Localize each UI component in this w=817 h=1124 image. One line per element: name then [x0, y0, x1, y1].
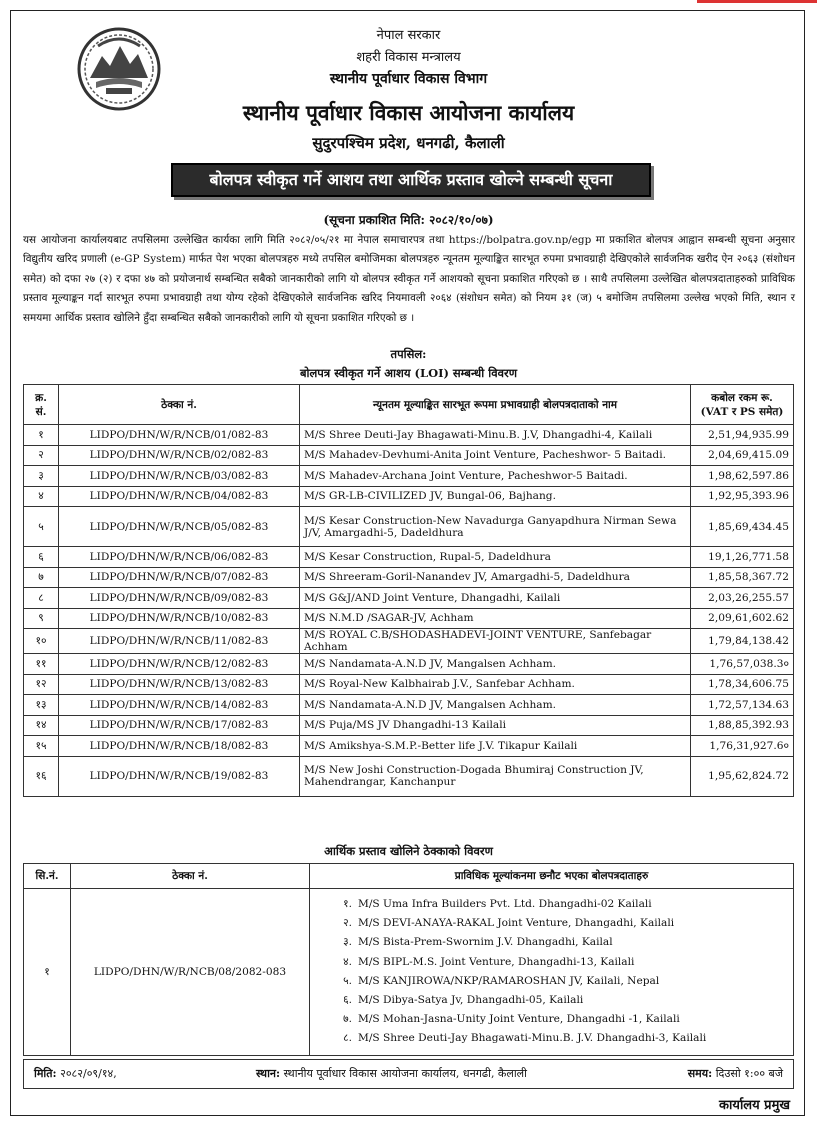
loi-cell-amount: 1,76,31,927.6०	[691, 736, 794, 757]
loi-cell-sn: १२	[24, 674, 59, 695]
loi-cell-contract: LIDPO/DHN/W/R/NCB/13/082-83	[59, 674, 300, 695]
loi-cell-bidder: M/S New Joshi Construction-Dogada Bhumiraj Construction JV, Mahendrangar, Kanchanpur	[300, 756, 691, 796]
loi-cell-amount: 2,51,94,935.99	[691, 425, 794, 446]
fin-header-bidders: प्राविधिक मूल्यांकनमा छनौट भएका बोलपत्रदाताहरु	[310, 864, 794, 889]
list-item	[328, 1010, 789, 1029]
footer-date-value: २०८२/०९/१४,	[60, 1067, 117, 1080]
table-row	[24, 736, 794, 757]
footer-place-value: स्थानीय पूर्वाधार विकास आयोजना कार्यालय, धनगढी, कैलाली	[283, 1067, 527, 1080]
notice-title-banner: बोलपत्र स्वीकृत गर्ने आशय तथा आर्थिक प्रस्ताव खोल्ने सम्बन्धी सूचना	[171, 163, 651, 197]
loi-cell-bidder: M/S ROYAL C.B/SHODASHADEVI-JOINT VENTURE, Sanfebagar Achham	[300, 629, 691, 654]
loi-cell-amount: 1,78,34,606.75	[691, 674, 794, 695]
bidder-name: M/S Dibya-Satya Jv, Dhangadhi-05, Kailali	[358, 994, 584, 1007]
footer-place	[256, 1060, 527, 1088]
list-item	[328, 914, 789, 933]
signature-office-chief: कार्यालय प्रमुख	[719, 1098, 790, 1113]
loi-cell-contract: LIDPO/DHN/W/R/NCB/01/082-83	[59, 425, 300, 446]
bidder-number: ७.	[343, 1013, 352, 1026]
loi-table-title: बोलपत्र स्वीकृत गर्ने आशय (LOI) सम्बन्धी विवरण	[299, 366, 518, 380]
loi-cell-amount: 1,79,84,138.42	[691, 629, 794, 654]
bidder-name: M/S Mohan-Jasna-Unity Joint Venture, Dhangadhi -1, Kailali	[358, 1013, 680, 1026]
loi-table-body	[24, 425, 794, 797]
bidder-number: ६.	[343, 994, 352, 1007]
footer-time-value: दिउसो १:०० बजे	[715, 1067, 783, 1080]
header-department: स्थानीय पूर्वाधार विकास विभाग	[329, 71, 488, 87]
bidder-number: ५.	[343, 974, 352, 987]
tapsil-heading: तपसिल:	[390, 347, 427, 361]
table-row	[24, 445, 794, 466]
list-item	[328, 1029, 789, 1048]
bidder-number: ८.	[343, 1032, 352, 1045]
table-row	[24, 486, 794, 507]
loi-cell-sn: ४	[24, 486, 59, 507]
loi-cell-bidder: M/S Kesar Construction, Rupal-5, Dadeldhura	[300, 547, 691, 568]
loi-cell-sn: १५	[24, 736, 59, 757]
list-item	[328, 933, 789, 952]
loi-cell-amount: 1,85,69,434.45	[691, 507, 794, 547]
loi-table	[23, 384, 794, 797]
loi-cell-contract: LIDPO/DHN/W/R/NCB/02/082-83	[59, 445, 300, 466]
table-row	[24, 889, 794, 1056]
footer-date	[34, 1060, 117, 1088]
table-row	[24, 547, 794, 568]
loi-cell-bidder: M/S Mahadev-Archana Joint Venture, Pacheshwor-5 Baitadi.	[300, 466, 691, 487]
table-row	[24, 654, 794, 675]
fin-cell-bidders	[310, 889, 794, 1056]
loi-cell-amount: 1,98,62,597.86	[691, 466, 794, 487]
loi-cell-bidder: M/S Puja/MS JV Dhangadhi-13 Kailali	[300, 715, 691, 736]
table-row	[24, 756, 794, 796]
table-row	[24, 715, 794, 736]
table-row	[24, 425, 794, 446]
loi-cell-sn: ७	[24, 567, 59, 588]
table-row	[24, 466, 794, 487]
loi-header-amount	[691, 385, 794, 425]
fin-header-sn: सि.नं.	[24, 864, 71, 889]
loi-header-contract: ठेक्का नं.	[59, 385, 300, 425]
loi-cell-bidder: M/S Amikshya-S.M.P.-Better life J.V. Tikapur Kailali	[300, 736, 691, 757]
loi-cell-sn: ९	[24, 608, 59, 629]
loi-cell-sn: ६	[24, 547, 59, 568]
loi-cell-contract: LIDPO/DHN/W/R/NCB/12/082-83	[59, 654, 300, 675]
loi-cell-contract: LIDPO/DHN/W/R/NCB/18/082-83	[59, 736, 300, 757]
table-row	[24, 507, 794, 547]
table-row	[24, 588, 794, 609]
header-government: नेपाल सरकार	[376, 28, 441, 43]
loi-cell-contract: LIDPO/DHN/W/R/NCB/05/082-83	[59, 507, 300, 547]
loi-header-sn	[24, 385, 59, 425]
loi-cell-bidder: M/S Royal-New Kalbhairab J.V., Sanfebar Achham.	[300, 674, 691, 695]
loi-cell-contract: LIDPO/DHN/W/R/NCB/17/082-83	[59, 715, 300, 736]
footer-bar	[23, 1059, 794, 1089]
financial-table-title: आर्थिक प्रस्ताव खोलिने ठेक्काको विवरण	[324, 844, 493, 858]
loi-cell-sn: १	[24, 425, 59, 446]
loi-header-sn-line2: सं.	[35, 405, 47, 418]
loi-cell-amount: 2,04,69,415.09	[691, 445, 794, 466]
loi-cell-bidder: M/S Nandamata-A.N.D JV, Mangalsen Achham.	[300, 695, 691, 716]
loi-cell-bidder: M/S Shree Deuti-Jay Bhagawati-Minu.B. J.V, Dhangadhi-4, Kailali	[300, 425, 691, 446]
list-item	[328, 972, 789, 991]
loi-header-amount-line2: (VAT र PS समेत)	[700, 405, 784, 418]
list-item	[328, 953, 789, 972]
loi-cell-contract: LIDPO/DHN/W/R/NCB/04/082-83	[59, 486, 300, 507]
loi-cell-contract: LIDPO/DHN/W/R/NCB/10/082-83	[59, 608, 300, 629]
list-item	[328, 895, 789, 914]
loi-cell-sn: १०	[24, 629, 59, 654]
loi-cell-bidder: M/S Shreeram-Goril-Nanandev JV, Amargadhi-5, Dadeldhura	[300, 567, 691, 588]
footer-time-label: समय:	[687, 1067, 713, 1080]
loi-cell-contract: LIDPO/DHN/W/R/NCB/19/082-83	[59, 756, 300, 796]
loi-cell-sn: १३	[24, 695, 59, 716]
header-ministry: शहरी विकास मन्त्रालय	[356, 50, 461, 65]
bidder-name: M/S BIPL-M.S. Joint Venture, Dhangadhi-13, Kailali	[358, 955, 635, 968]
loi-cell-bidder: M/S N.M.D /SAGAR-JV, Achham	[300, 608, 691, 629]
loi-header-bidder: न्यूनतम मूल्याङ्कित सारभूत रूपमा प्रभावग्राही बोलपत्रदाताको नाम	[300, 385, 691, 425]
top-red-mark	[697, 0, 817, 3]
footer-place-label: स्थान:	[256, 1067, 281, 1080]
table-row	[24, 608, 794, 629]
table-row	[24, 567, 794, 588]
header-address: सुदुरपश्चिम प्रदेश, धनगढी, कैलाली	[312, 134, 505, 152]
loi-header-sn-line1: क्र.	[35, 391, 47, 404]
loi-cell-sn: ८	[24, 588, 59, 609]
loi-cell-amount: 1,88,85,392.93	[691, 715, 794, 736]
loi-cell-amount: 1,85,58,367.72	[691, 567, 794, 588]
loi-cell-bidder: M/S G&J/AND Joint Venture, Dhangadhi, Kailali	[300, 588, 691, 609]
bidder-name: M/S DEVI-ANAYA-RAKAL Joint Venture, Dhangadhi, Kailali	[358, 917, 675, 930]
loi-cell-contract: LIDPO/DHN/W/R/NCB/11/082-83	[59, 629, 300, 654]
loi-cell-amount: 1,76,57,038.3०	[691, 654, 794, 675]
loi-cell-bidder: M/S Kesar Construction-New Navadurga Ganyapdhura Nirman Sewa J/V, Amargadhi-5, Dadeldhura	[300, 507, 691, 547]
loi-cell-sn: १४	[24, 715, 59, 736]
loi-cell-contract: LIDPO/DHN/W/R/NCB/06/082-83	[59, 547, 300, 568]
table-row	[24, 695, 794, 716]
bidder-number: ४.	[343, 955, 352, 968]
loi-cell-amount: 1,92,95,393.96	[691, 486, 794, 507]
bidder-number: ३.	[343, 936, 352, 949]
fin-cell-sn: १	[24, 889, 71, 1056]
loi-cell-contract: LIDPO/DHN/W/R/NCB/14/082-83	[59, 695, 300, 716]
table-row	[24, 674, 794, 695]
header-office: स्थानीय पूर्वाधार विकास आयोजना कार्यालय	[242, 100, 575, 125]
footer-date-label: मिति:	[34, 1067, 57, 1080]
loi-header-amount-line1: कबोल रकम रू.	[711, 391, 773, 404]
loi-cell-sn: ५	[24, 507, 59, 547]
financial-table	[23, 863, 794, 1056]
loi-cell-bidder: M/S GR-LB-CIVILIZED JV, Bungal-06, Bajhang.	[300, 486, 691, 507]
bidder-name: M/S KANJIROWA/NKP/RAMAROSHAN JV, Kailali, Nepal	[358, 974, 660, 987]
loi-cell-contract: LIDPO/DHN/W/R/NCB/09/082-83	[59, 588, 300, 609]
loi-cell-bidder: M/S Mahadev-Devhumi-Anita Joint Venture, Pacheshwor- 5 Baitadi.	[300, 445, 691, 466]
loi-cell-contract: LIDPO/DHN/W/R/NCB/07/082-83	[59, 567, 300, 588]
bidder-number: १.	[343, 898, 352, 910]
notice-page	[10, 10, 805, 1116]
loi-cell-amount: 2,03,26,255.57	[691, 588, 794, 609]
published-date: (सूचना प्रकाशित मिति: २०८२/१०/०७)	[323, 213, 494, 227]
list-item	[328, 991, 789, 1010]
loi-cell-amount: 19,1,26,771.58	[691, 547, 794, 568]
loi-cell-amount: 2,09,61,602.62	[691, 608, 794, 629]
loi-cell-sn: २	[24, 445, 59, 466]
notice-paragraph: यस आयोजना कार्यालयबाट तपसिलमा उल्लेखित कार्यका लागि मिति २०८२/०५/२१ मा नेपाल समाचारपत्र तथा https://bolpatra.gov.np/egp मा प्रकाशित बोलपत्र आह्वान सम्बन्धी सूचना अनुसार विद्युतीय खरिद प्रणाली (e-GP System) मार्फत पेश भएका बोलपत्रहरु मध्ये तपसिल बमोजिमका बोलपत्रहरु न्यूनतम मूल्याङ्कित सारभूत रुपमा प्रभावग्राही देखिएकोले सार्वजनिक खरीद ऐन २०६३ (संशोधन समेत) को दफा २७ (२) र दफा ४७ को प्रयोजनार्थ सम्बन्धित सबैको जानकारीको लागि यो बोलपत्र स्वीकृत गर्ने आशयको सूचना प्रकाशित गरिएको छ । साथै तपसिलमा उल्लेखित बोलपत्रदाताहरुको प्राविधिक प्रस्ताव मूल्याङ्कन गर्दा सारभूत रुपमा प्रभावग्राही तथा योग्य रहेको देखिएकोले सार्वजनिक खरिद नियमावली २०६४ (संशोधन समेत) को नियम ३१ (ज) ५ बमोजिम तपसिलमा उल्लेख भएको मिति, स्थान र समयमा आर्थिक प्रस्ताव खोलिने हुँदा सम्बन्धित सबैको जानकारीको लागि यो सूचना प्रकाशित गरिएको छ ।	[23, 234, 795, 324]
loi-cell-sn: ११	[24, 654, 59, 675]
bidder-name: M/S Uma Infra Builders Pvt. Ltd. Dhangadhi-02 Kailali	[358, 898, 652, 910]
loi-cell-bidder: M/S Nandamata-A.N.D JV, Mangalsen Achham.	[300, 654, 691, 675]
bidder-number: २.	[343, 917, 352, 930]
bidder-name: M/S Shree Deuti-Jay Bhagawati-Minu.B. J.V. Dhangadhi-3, Kailali	[358, 1032, 707, 1045]
footer-time	[688, 1060, 783, 1088]
loi-cell-amount: 1,95,62,824.72	[691, 756, 794, 796]
fin-cell-contract: LIDPO/DHN/W/R/NCB/08/2082-083	[71, 889, 310, 1056]
bidder-list	[314, 889, 789, 1055]
table-row	[24, 629, 794, 654]
loi-cell-sn: १६	[24, 756, 59, 796]
loi-cell-amount: 1,72,57,134.63	[691, 695, 794, 716]
loi-cell-sn: ३	[24, 466, 59, 487]
fin-header-contract: ठेक्का नं.	[71, 864, 310, 889]
bidder-name: M/S Bista-Prem-Swornim J.V. Dhangadhi, Kailal	[358, 936, 613, 949]
loi-cell-contract: LIDPO/DHN/W/R/NCB/03/082-83	[59, 466, 300, 487]
